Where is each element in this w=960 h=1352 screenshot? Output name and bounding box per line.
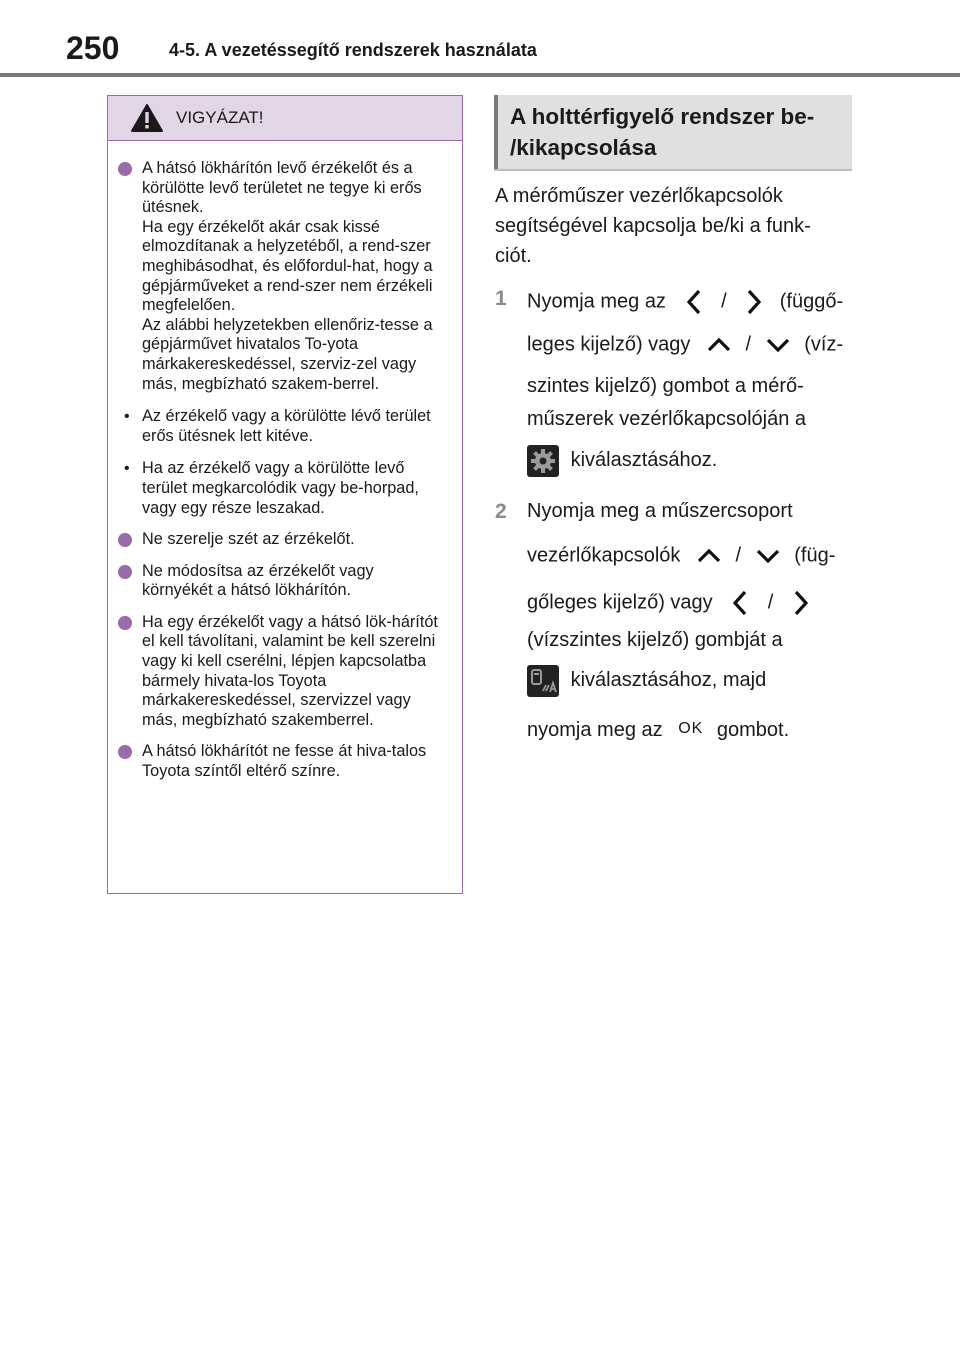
small-bullet-icon: • xyxy=(124,460,130,478)
topic-heading xyxy=(494,95,852,169)
settings-gear-icon xyxy=(527,445,559,477)
intro-line: segítségével kapcsolja be/ki a funk- xyxy=(495,215,811,237)
small-bullet-icon: • xyxy=(124,408,130,426)
purple-bullet-icon xyxy=(118,745,132,759)
step-text: (víz- xyxy=(804,333,844,356)
caution-body xyxy=(108,159,462,782)
step-line xyxy=(527,588,815,618)
slash: / xyxy=(745,333,752,356)
intro-line: ciót. xyxy=(495,245,532,267)
caution-text: A hátsó lökhárítón levő érzékelőt és a körülötte levő területet ne tegye ki erős ütésnek. xyxy=(142,159,422,217)
step-text: Nyomja meg az xyxy=(527,290,666,313)
topic-heading-line1: A holttérfigyelő rendszer be- xyxy=(510,104,815,129)
chevron-right-icon xyxy=(738,287,768,317)
ok-button-icon: OK xyxy=(678,720,704,737)
step-line: Nyomja meg a műszercsoport xyxy=(527,500,793,522)
step-text: kiválasztásához. xyxy=(570,449,718,472)
topic-heading-rule xyxy=(494,169,852,171)
purple-bullet-icon xyxy=(118,162,132,176)
step-text: (függő- xyxy=(779,290,844,313)
caution-item xyxy=(116,742,448,781)
caution-text: Ha az érzékelő vagy a körülötte levő terület megkarcolódik vagy be-horpad, vagy egy része leszakad. xyxy=(142,459,419,517)
step-line xyxy=(527,544,835,568)
chevron-left-icon xyxy=(680,287,710,317)
chevron-right-icon xyxy=(785,588,815,618)
caution-item xyxy=(116,562,448,601)
step-text: leges kijelző) vagy xyxy=(527,333,691,356)
purple-bullet-icon xyxy=(118,565,132,579)
step-number: 2 xyxy=(495,500,507,523)
caution-header xyxy=(108,96,462,141)
step-line xyxy=(527,287,843,317)
step-line: műszerek vezérlőkapcsolóján a xyxy=(527,408,807,430)
topic-heading-line2: /kikapcsolása xyxy=(510,135,657,160)
step-line xyxy=(527,333,843,357)
caution-text: A hátsó lökhárítót ne fesse át hiva-talos Toyota színtől eltérő színre. xyxy=(142,742,427,781)
caution-box xyxy=(107,95,463,894)
step-number: 1 xyxy=(495,287,507,310)
slash: / xyxy=(767,591,774,614)
step-text: gombot. xyxy=(716,719,790,741)
step-line xyxy=(527,665,766,697)
caution-item xyxy=(116,613,448,731)
section-title: 4-5. A vezetéssegítő rendszerek használata xyxy=(169,40,537,60)
step-text: kiválasztásához, majd xyxy=(570,669,767,692)
chevron-up-icon xyxy=(694,544,724,568)
caution-item xyxy=(116,530,448,550)
slash: / xyxy=(721,290,727,313)
step-text: vezérlőkapcsolók xyxy=(527,544,681,567)
chevron-up-icon xyxy=(704,333,734,357)
intro-paragraph xyxy=(495,181,857,271)
step-text: nyomja meg az xyxy=(527,719,663,741)
slash: / xyxy=(735,544,742,567)
caution-sub-item xyxy=(116,459,448,518)
caution-text: Ha egy érzékelőt vagy a hátsó lök-hárítót el kell távolítani, valamint be kell szerelni vagy ki kell cserélni, lépjen kapcsolatba bármely hivata-los Toyota márkakereskedéssel, szervizzel vagy más, megbízható szakemberrel. xyxy=(142,612,438,729)
chevron-down-icon xyxy=(763,333,793,357)
step-line: szintes kijelző) gombot a mérő- xyxy=(527,375,804,397)
step-line: (vízszintes kijelző) gombját a xyxy=(527,629,783,651)
caution-text: Ha egy érzékelőt akár csak kissé elmozdítanak a helyzetéből, a rend-szer meghibásodhat, és előfordul-hat, hogy a gépjárműveket a rend-szer nem érzékeli megfelelően. xyxy=(142,217,433,315)
chevron-down-icon xyxy=(753,544,783,568)
caution-item xyxy=(116,159,448,394)
purple-bullet-icon xyxy=(118,533,132,547)
caution-title: VIGYÁZAT! xyxy=(176,108,264,127)
step-text: gőleges kijelző) vagy xyxy=(527,591,713,614)
purple-bullet-icon xyxy=(118,616,132,630)
caution-text: Ne szerelje szét az érzékelőt. xyxy=(142,530,355,549)
caution-sub-item xyxy=(116,407,448,446)
warning-triangle-icon xyxy=(130,103,164,133)
intro-line: A mérőműszer vezérlőkapcsolók xyxy=(495,185,783,207)
caution-text: Az alábbi helyzetekben ellenőriz-tesse a gépjárművet hivatalos To-yota márkakereskedéssel, szerviz-zel vagy más, megbízható szakem-berrel. xyxy=(142,315,433,393)
caution-text: Ne módosítsa az érzékelőt vagy környékét a hátsó lökhárítón. xyxy=(142,561,374,600)
caution-text: Az érzékelő vagy a körülötte lévő terület erős ütésnek lett kitéve. xyxy=(142,407,431,445)
step-text: (füg- xyxy=(794,544,836,567)
chevron-left-icon xyxy=(726,588,756,618)
step-line xyxy=(527,719,789,742)
page-number: 250 xyxy=(66,30,120,66)
blind-spot-monitor-icon xyxy=(527,665,559,697)
step-line xyxy=(527,445,717,477)
header-divider xyxy=(0,73,960,77)
